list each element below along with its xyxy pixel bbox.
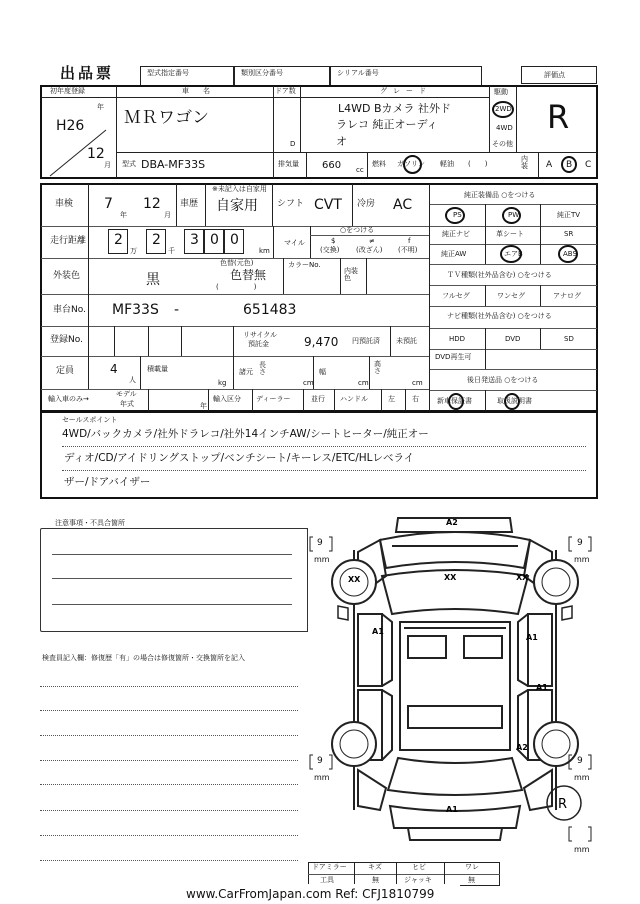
recycle-value: 9,470 <box>304 335 339 349</box>
chassis-dash: - <box>174 302 180 318</box>
handle-right: 右 <box>412 395 419 403</box>
legend-jack: ジャッキ <box>404 876 432 884</box>
tread-fl: 9 <box>317 538 323 548</box>
dealer-divider <box>252 389 253 411</box>
model-value: DBA-MF33S <box>141 158 206 171</box>
reg-year: H26 <box>56 118 85 134</box>
car-name-label: 車名 <box>182 87 224 95</box>
mileage-circle-note: ○をつける <box>340 226 375 234</box>
inspector-rule-6 <box>40 810 298 811</box>
caution-box <box>40 528 308 632</box>
shift-divider <box>272 184 273 226</box>
tread-rr: 9 <box>577 756 583 766</box>
legend-jack-none: 無 <box>468 876 475 884</box>
car-name: ＭＲワゴン <box>124 108 209 128</box>
legend-scratch: キズ <box>368 863 382 871</box>
legend-tools: 工具 <box>320 876 334 884</box>
usage-value: 自家用 <box>216 198 258 214</box>
tread-fr-unit: mm <box>574 555 590 564</box>
eq-airbag: エアB <box>504 250 523 258</box>
reg-col-2 <box>148 326 149 356</box>
legend-mid <box>308 874 500 875</box>
row-line-4 <box>41 326 429 327</box>
docs-warranty: 新車保証書 <box>437 397 472 405</box>
legend-col-1 <box>354 862 355 886</box>
eq-aw: 純正AW <box>441 250 467 258</box>
inspection-month-unit: 月 <box>164 211 171 219</box>
fuel-gasoline-circle <box>403 155 422 174</box>
diagram-a2-top: A2 <box>446 518 458 527</box>
disp-divider <box>273 152 274 178</box>
caution-label: 注意事項・不具合箇所 <box>55 519 125 527</box>
handle-left: 左 <box>388 395 395 403</box>
tread-fr: 9 <box>577 538 583 548</box>
interior-b-circle <box>561 156 577 173</box>
legend-break: ワレ <box>465 863 479 871</box>
width-unit: cm <box>358 379 369 387</box>
chassis-label: 車台No. <box>53 305 86 315</box>
mileage-opt1: (交換) <box>320 246 340 254</box>
height-label: 高さ <box>374 360 381 375</box>
height-unit: cm <box>412 379 423 387</box>
interior-a: A <box>546 160 553 170</box>
footer-text: www.CarFromJapan.com Ref: CFJ1810799 <box>186 887 435 901</box>
model-year-label-2: 年式 <box>120 400 134 408</box>
eq-line-8 <box>430 349 597 350</box>
interior-color-divider <box>340 258 341 294</box>
usage-note: ※未記入は自家用 <box>212 185 267 193</box>
mileage-label: 走行距離 <box>50 236 87 246</box>
diagram-a1-bottom: A1 <box>446 805 458 814</box>
disp-divider2 <box>306 152 307 178</box>
disp-value: 660 <box>322 160 342 171</box>
serial-label: シリアル番号 <box>337 69 379 77</box>
model-year-unit: 年 <box>200 402 207 410</box>
label-col-divider <box>88 184 89 389</box>
legend-crack: ヒビ <box>412 863 426 871</box>
caution-rule-1 <box>52 554 292 555</box>
import-type-divider <box>208 389 209 411</box>
capacity-value: 4 <box>110 362 118 376</box>
mileage-opt3: (不明) <box>398 246 418 254</box>
colorno-divider <box>283 258 284 294</box>
tv-oneseg: ワンセグ <box>497 292 525 300</box>
legend-tools-none: 無 <box>372 876 379 884</box>
navi-hdd: HDD <box>449 335 466 343</box>
eq-line-10 <box>430 390 597 391</box>
score-value: R <box>547 98 570 136</box>
eq-ps: PS <box>453 211 462 219</box>
caution-rule-3 <box>52 604 292 605</box>
mileage-d2: 2 <box>152 232 161 248</box>
model-year-label-1: モデル <box>116 390 137 398</box>
sales-rule-2 <box>62 470 586 471</box>
exterior-color-label: 外装色 <box>53 271 81 281</box>
repaint-value: 色替無 <box>230 268 267 282</box>
legend-col-3 <box>444 862 445 886</box>
docs-title: 後日発送品 ○をつける <box>467 376 539 384</box>
row-line-6 <box>41 389 429 390</box>
equip-divider <box>429 184 430 411</box>
diagram-xx-center: XX <box>444 573 457 582</box>
parallel: 並行 <box>311 395 325 403</box>
inspector-rule-2 <box>40 710 298 711</box>
navi-sd: SD <box>564 335 574 343</box>
grade-line1: L4WD Bカメラ 社外ド <box>338 102 452 115</box>
eq-line-9 <box>430 369 597 370</box>
interior-color-label: 内装色 <box>344 267 358 282</box>
handle-label: ハンドル <box>340 395 368 403</box>
import-label: 輸入車のみ→ <box>48 395 89 403</box>
model-year-divider <box>148 389 149 411</box>
drive-2wd: 2WD <box>495 105 512 113</box>
ac-label: 冷房 <box>357 199 376 209</box>
capacity-label: 定員 <box>56 366 75 376</box>
drive-other: その他 <box>492 140 513 148</box>
first-reg-label: 初年度登録 <box>50 87 85 95</box>
eq-col-3 <box>485 285 486 306</box>
exterior-color-value: 黒 <box>146 272 160 288</box>
model-cert-label: 型式指定番号 <box>147 69 189 77</box>
len-label: 長さ <box>259 361 266 376</box>
dims-label: 諸元 <box>239 368 253 376</box>
tread-fl-unit: mm <box>314 555 330 564</box>
eq-line-7 <box>430 328 597 329</box>
tread-rl: 9 <box>317 756 323 766</box>
eq-line-1 <box>430 204 597 205</box>
disp-unit: cc <box>356 166 364 174</box>
right-divider <box>405 389 406 411</box>
load-label: 積載量 <box>147 365 168 373</box>
recycle-status-2: 未預託 <box>396 337 417 345</box>
oil-label: 軽油 <box>440 160 454 168</box>
mileage-d3: 3 <box>190 232 199 248</box>
capacity-unit: 人 <box>129 376 136 384</box>
reg-col-4 <box>233 326 234 356</box>
disp-label: 排気量 <box>278 160 299 168</box>
mileage-d5: 0 <box>230 232 239 248</box>
tread-rr-unit: mm <box>574 773 590 782</box>
left-divider <box>381 389 382 411</box>
docs-divider <box>485 390 486 411</box>
mileage-d4: 0 <box>210 232 219 248</box>
sales-line-3: ザー/ドアバイザー <box>64 476 151 488</box>
drive-4wd: 4WD <box>496 124 513 132</box>
sales-line-1: 4WD/バックカメラ/社外ドラレコ/社外14インチAW/シートヒーター/純正オー <box>62 428 429 440</box>
inspector-rule-5 <box>40 784 298 785</box>
mileage-d1: 2 <box>114 232 123 248</box>
model-label: 型式 <box>122 160 136 168</box>
extra-tread-unit: mm <box>574 845 590 854</box>
import-type-label: 輸入区分 <box>213 395 241 403</box>
inspection-month: 12 <box>143 196 161 212</box>
mile-label: マイル <box>284 239 305 247</box>
grade-label: グレード <box>380 87 432 95</box>
recycle-status: 円預託済 <box>352 337 380 345</box>
mileage-opt3-sym: f <box>408 237 411 245</box>
eq-navi: 純正ナビ <box>442 230 470 238</box>
inspection-label: 車検 <box>55 199 74 209</box>
extra-tread-marker <box>568 826 592 842</box>
caution-rule-2 <box>52 578 292 579</box>
serial-box <box>330 66 482 86</box>
handle-divider <box>334 389 335 411</box>
docs-warranty-circle <box>448 393 464 410</box>
docs-manual: 取扱説明書 <box>497 397 532 405</box>
registration-label: 登録No. <box>50 335 83 345</box>
sales-label: セールスポイント <box>62 416 118 424</box>
model-cert-box <box>140 66 234 86</box>
inspector-rule-8 <box>40 860 298 861</box>
eq-abs: ABS <box>563 250 577 258</box>
load-divider <box>140 356 141 389</box>
score-label: 評価点 <box>544 71 565 79</box>
inspector-rule-3 <box>40 735 298 736</box>
recycle-label-2: 預託金 <box>248 340 269 348</box>
inspector-label: 検査員記入欄：修復歴「有」の場合は修復箇所・交換箇所を記入 <box>42 654 245 662</box>
inspector-rule-7 <box>40 835 298 836</box>
dims-divider <box>233 356 234 389</box>
reg-col-1 <box>114 326 115 356</box>
ac-value: AC <box>393 197 413 213</box>
diagram-a1-right: A1 <box>526 633 538 642</box>
parallel-divider <box>303 389 304 411</box>
load-unit: kg <box>218 379 227 387</box>
mileage-opt2: (改ざん) <box>356 246 383 254</box>
fuel-divider <box>367 152 368 178</box>
inspector-rule-4 <box>40 760 298 761</box>
eq-col-1 <box>485 204 486 264</box>
diagram-a2-bottom: A2 <box>516 743 528 752</box>
eq-line-5 <box>430 285 597 286</box>
mile-divider <box>273 226 274 258</box>
eq-abs-circle <box>558 245 578 263</box>
tread-rl-unit: mm <box>314 773 330 782</box>
tv-analog: アナログ <box>553 292 581 300</box>
navi-dvd: DVD <box>505 335 521 343</box>
eq-ps-circle <box>445 207 465 224</box>
eq-line-2 <box>430 226 597 227</box>
eq-line-4 <box>430 264 597 265</box>
dvd-play-divider <box>485 349 486 369</box>
drive-label: 駆動 <box>494 88 508 96</box>
reg-month-unit: 月 <box>104 161 111 169</box>
sales-rule-1 <box>62 446 586 447</box>
eq-sr: SR <box>564 230 574 238</box>
car-damage-diagram <box>310 510 600 860</box>
usage-divider2 <box>205 184 206 226</box>
doors-label: ドア数 <box>275 87 296 95</box>
chassis-prefix: MF33S <box>112 302 159 318</box>
eq-airbag-circle <box>500 245 522 263</box>
eq-pw-circle <box>502 207 521 224</box>
reg-year-unit: 年 <box>97 103 104 111</box>
eq-col-6 <box>540 328 541 349</box>
grade-line3: オ <box>336 135 347 148</box>
reg-col-3 <box>181 326 182 356</box>
repaint-label: 色替(元色) <box>220 259 254 267</box>
mileage-opt2-sym: ≠ <box>369 237 375 245</box>
mileage-opt1-sym: $ <box>331 237 336 245</box>
dealer: ディーラー <box>256 395 291 403</box>
interior-b: B <box>566 160 573 170</box>
chassis-number: 651483 <box>243 302 297 318</box>
dvd-play: DVD再生可 <box>435 353 472 361</box>
color-no-label: カラーNo. <box>288 261 321 269</box>
ac-divider <box>352 184 353 226</box>
usage-label: 車歴 <box>180 199 199 209</box>
eq-pw: PW <box>508 211 520 219</box>
shift-value: CVT <box>314 197 342 213</box>
diagram-xx-left: XX <box>348 575 361 584</box>
tv-fullseg: フルセグ <box>442 292 470 300</box>
category-label: 類別区分番号 <box>241 69 283 77</box>
usage-divider <box>176 184 177 226</box>
inspection-year: 7 <box>104 196 113 212</box>
mileage-unit: km <box>259 247 270 255</box>
len-unit: cm <box>303 379 314 387</box>
score-header <box>521 66 597 84</box>
interior-score-label: 内装 <box>521 155 528 170</box>
caution-box-right <box>296 528 308 632</box>
docs-manual-circle <box>504 393 520 410</box>
shift-label: シフト <box>277 199 305 209</box>
legend-mirror: ドアミラー <box>312 863 347 871</box>
diagram-a1-right-2: A1 <box>536 683 548 692</box>
row-line-3 <box>41 294 429 295</box>
drive-2wd-circle <box>492 101 514 118</box>
equipment-title: 純正装備品 ○をつける <box>464 191 536 199</box>
width-divider <box>313 356 314 389</box>
eq-col-4 <box>540 285 541 306</box>
eq-tv: 純正TV <box>557 211 581 219</box>
mileage-u2: 千 <box>168 247 175 255</box>
diagram-a1-left: A1 <box>372 627 384 636</box>
page-title: 出品票 <box>60 64 115 82</box>
fuel-label: 燃料 <box>372 160 386 168</box>
eq-col-2 <box>540 204 541 264</box>
oil-paren: ( ) <box>468 160 488 168</box>
mileage-note-line <box>310 235 429 236</box>
interior-c: C <box>585 160 592 170</box>
mile-divider2 <box>310 226 311 258</box>
legend-col-2 <box>396 862 397 886</box>
fuel-value: ガソリン <box>397 160 425 168</box>
eq-leather: 革シート <box>496 230 524 238</box>
mileage-u1: 万 <box>130 247 137 255</box>
diagram-xx-right: XX <box>516 573 529 582</box>
repaint-paren: ( ) <box>216 283 257 291</box>
eq-col-5 <box>485 328 486 349</box>
recycle-divider <box>390 326 391 356</box>
inspector-rule-1 <box>40 686 298 687</box>
inspection-year-unit: 年 <box>120 211 127 219</box>
height-divider <box>369 356 370 389</box>
diagram-r: R <box>558 797 568 812</box>
eq-line-6 <box>430 306 597 307</box>
row-line-5 <box>41 356 429 357</box>
doors-value: D <box>290 140 296 148</box>
navi-title: ナビ種類(社外品含む) ○をつける <box>447 312 552 320</box>
tv-title: ＴＶ種類(社外品含む) ○をつける <box>447 271 552 279</box>
width-label: 幅 <box>319 368 326 376</box>
category-box <box>234 66 330 86</box>
recycle-label-1: リサイクル <box>243 331 278 339</box>
interior-color-divider2 <box>366 258 367 294</box>
grade-line2: ラレコ 純正オーディ <box>336 118 438 131</box>
reg-month: 12 <box>87 146 105 162</box>
sales-line-2: ディオ/CD/アイドリングストップ/ベンチシート/キーレス/ETC/HLレベライ <box>64 452 415 464</box>
